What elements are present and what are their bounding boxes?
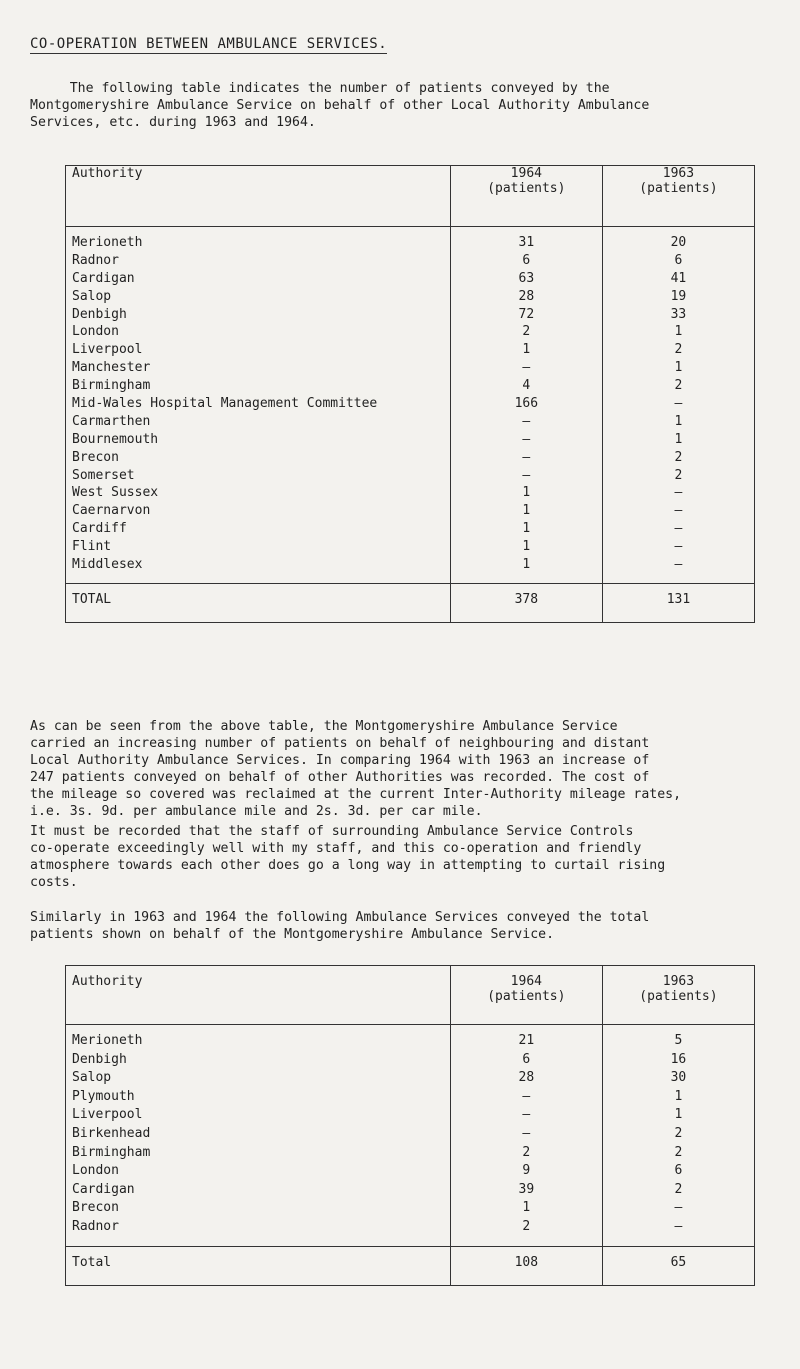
- table-cell-y1963: –: [674, 485, 683, 501]
- table-cell-authority: London: [72, 324, 119, 340]
- table-cell-authority: Radnor: [72, 252, 119, 268]
- table-cell-y1963: 6: [674, 252, 683, 268]
- table-cell-y1964: –: [522, 449, 531, 465]
- table-header-row: [66, 166, 755, 227]
- table-cell-y1963: 2: [674, 449, 683, 465]
- table-cell-authority: Salop: [72, 1070, 112, 1086]
- table-cell-authority: Liverpool: [72, 1107, 143, 1123]
- table-cell-authority: Liverpool: [72, 342, 143, 358]
- total-label: Total: [66, 1246, 451, 1285]
- table-cell-y1964: 63: [518, 270, 535, 286]
- table-cell-authority: Cardiff: [72, 521, 127, 537]
- table-cell-y1963: 19: [670, 288, 687, 304]
- table-cell-y1964: 2: [522, 1144, 531, 1160]
- table-cell-authority: Merioneth: [72, 235, 143, 250]
- table-cell-y1963: –: [674, 1200, 683, 1216]
- table-cell-authority: Salop: [72, 288, 112, 304]
- table-cell-authority: Mid-Wales Hospital Management Committee: [72, 396, 378, 412]
- table-header-row: [66, 966, 755, 1025]
- table-cell-y1964: 1: [522, 485, 531, 501]
- total-label: TOTAL: [66, 583, 451, 622]
- table-cell-authority: Brecon: [72, 449, 119, 465]
- table-cell-authority: Birmingham: [72, 1144, 151, 1160]
- table-cell-y1964: 1: [522, 503, 531, 519]
- table-cell-y1964: 31: [518, 235, 535, 250]
- table-cell-y1964: 1: [522, 557, 531, 573]
- similarly-paragraph: Similarly in 1963 and 1964 the following Ambulance Services conveyed the total patients shown on behalf of the Montgomeryshire Ambulance Service.: [30, 910, 650, 942]
- table-cell-y1964: –: [522, 1088, 531, 1104]
- table-cell-y1963: 1: [674, 1088, 683, 1104]
- table-cell-authority: Middlesex: [72, 557, 143, 573]
- header-1963: 1963 (patients): [602, 966, 754, 1025]
- table-cell-y1964: –: [522, 1125, 531, 1141]
- table-cell-authority: Birmingham: [72, 378, 151, 394]
- table-cell-y1963: –: [674, 557, 683, 573]
- table-cell-y1963: 41: [670, 270, 687, 286]
- table-cell-authority: Flint: [72, 539, 112, 555]
- table-cell-y1964: 39: [518, 1181, 535, 1197]
- column-1963: [602, 227, 754, 584]
- table-cell-y1964: –: [522, 360, 531, 376]
- total-1964: 378: [450, 583, 602, 622]
- table-cell-y1964: 6: [522, 1051, 531, 1067]
- table-cell-y1963: –: [674, 1218, 683, 1234]
- table-cell-y1964: 28: [518, 288, 535, 304]
- table-cell-authority: Carmarthen: [72, 413, 151, 429]
- table-cell-y1964: 4: [522, 378, 531, 394]
- column-1963: [602, 1025, 754, 1247]
- table-cell-y1964: 1: [522, 539, 531, 555]
- table-cell-y1964: 6: [522, 252, 531, 268]
- total-row: [66, 1246, 755, 1285]
- table-cell-y1964: 9: [522, 1163, 531, 1179]
- table-cell-y1964: –: [522, 467, 531, 483]
- table-cell-authority: London: [72, 1163, 119, 1179]
- table-cell-y1964: –: [522, 431, 531, 447]
- table-cell-y1963: 1: [674, 360, 683, 376]
- table-cell-y1964: 166: [514, 396, 539, 412]
- table-cell-y1964: –: [522, 413, 531, 429]
- table-cell-y1963: 2: [674, 378, 683, 394]
- header-1964: 1964 (patients): [450, 166, 602, 227]
- table-cell-authority: Denbigh: [72, 1051, 127, 1067]
- table-cell-authority: Somerset: [72, 467, 135, 483]
- table-cell-y1963: 33: [670, 306, 687, 322]
- authority-column: [66, 227, 451, 584]
- total-1963: 65: [602, 1246, 754, 1285]
- table-cell-y1963: 1: [674, 413, 683, 429]
- table-body: [66, 227, 755, 584]
- table-cell-y1963: 1: [674, 431, 683, 447]
- table-cell-y1963: 2: [674, 1181, 683, 1197]
- table-cell-y1964: 1: [522, 1200, 531, 1216]
- table-cell-y1963: 1: [674, 1107, 683, 1123]
- table-cell-y1963: 2: [674, 467, 683, 483]
- total-1964: 108: [450, 1246, 602, 1285]
- table-cell-authority: West Sussex: [72, 485, 159, 501]
- table-cell-y1963: 30: [670, 1070, 687, 1086]
- column-1964: [450, 1025, 602, 1247]
- table-body: [66, 1025, 755, 1247]
- page-heading: CO-OPERATION BETWEEN AMBULANCE SERVICES.: [30, 36, 388, 52]
- column-1964: [450, 227, 602, 584]
- table-cell-authority: Cardigan: [72, 1181, 135, 1197]
- table-cell-y1964: 21: [518, 1033, 535, 1048]
- table-cell-y1964: 28: [518, 1070, 535, 1086]
- table-cell-authority: Cardigan: [72, 270, 135, 286]
- table-cell-y1963: 6: [674, 1163, 683, 1179]
- table-cell-y1963: 16: [670, 1051, 687, 1067]
- table-cell-authority: Caernarvon: [72, 503, 151, 519]
- table-cell-authority: Birkenhead: [72, 1125, 151, 1141]
- header-authority: Authority: [66, 166, 451, 227]
- cooperation-paragraph: It must be recorded that the staff of surrounding Ambulance Service Controls co-operate exceedingly well with my staff, and this co-operation and friendly atmosphere towards each other does go a long way in attempting to curtail rising costs.: [30, 824, 666, 890]
- table-cell-y1964: –: [522, 1107, 531, 1123]
- table-cell-authority: Merioneth: [72, 1033, 143, 1048]
- table-cell-y1963: 5: [674, 1033, 683, 1048]
- table-cell-authority: Radnor: [72, 1218, 119, 1234]
- table-cell-y1964: 1: [522, 342, 531, 358]
- total-row: [66, 583, 755, 622]
- table-cell-authority: Brecon: [72, 1200, 119, 1216]
- table-cell-y1963: 20: [670, 235, 687, 250]
- total-1963: 131: [602, 583, 754, 622]
- table-cell-authority: Denbigh: [72, 306, 127, 322]
- table-cell-y1963: –: [674, 539, 683, 555]
- table-cell-y1963: 1: [674, 324, 683, 340]
- table-cell-y1964: 2: [522, 1218, 531, 1234]
- patients-conveyed-for-others-table: [65, 165, 755, 623]
- table-cell-y1963: 2: [674, 342, 683, 358]
- table-cell-authority: Plymouth: [72, 1088, 135, 1104]
- table-cell-y1963: –: [674, 503, 683, 519]
- table-cell-y1964: 72: [518, 306, 535, 322]
- table-cell-y1963: 2: [674, 1125, 683, 1141]
- table-cell-y1963: –: [674, 396, 683, 412]
- table-cell-y1963: –: [674, 521, 683, 537]
- table-cell-y1963: 2: [674, 1144, 683, 1160]
- header-authority: Authority: [66, 966, 451, 1025]
- table-cell-y1964: 2: [522, 324, 531, 340]
- analysis-paragraph: As can be seen from the above table, the Montgomeryshire Ambulance Service carried an increasing number of patients on behalf of neighbouring and distant Local Authority Ambulance Services. In comparing 1964 with 1963 an increase of 247 patients conveyed on behalf of other Authorities was recorded. The cost of the mileage so covered was reclaimed at the current Inter-Authority mileage rates, i.e. 3s. 9d. per ambulance mile and 2s. 3d. per car mile.: [30, 719, 682, 819]
- patients-conveyed-by-others-table: [65, 965, 755, 1286]
- table-cell-y1964: 1: [522, 521, 531, 537]
- table-cell-authority: Manchester: [72, 360, 151, 376]
- intro-paragraph: The following table indicates the number of patients conveyed by the Montgomeryshire Ambulance Service on behalf of other Local Authority Ambulance Services, etc. during 1963 and 1964.: [30, 81, 650, 130]
- authority-column: [66, 1025, 451, 1247]
- header-1964: 1964 (patients): [450, 966, 602, 1025]
- header-1963: 1963 (patients): [602, 166, 754, 227]
- table-cell-authority: Bournemouth: [72, 431, 159, 447]
